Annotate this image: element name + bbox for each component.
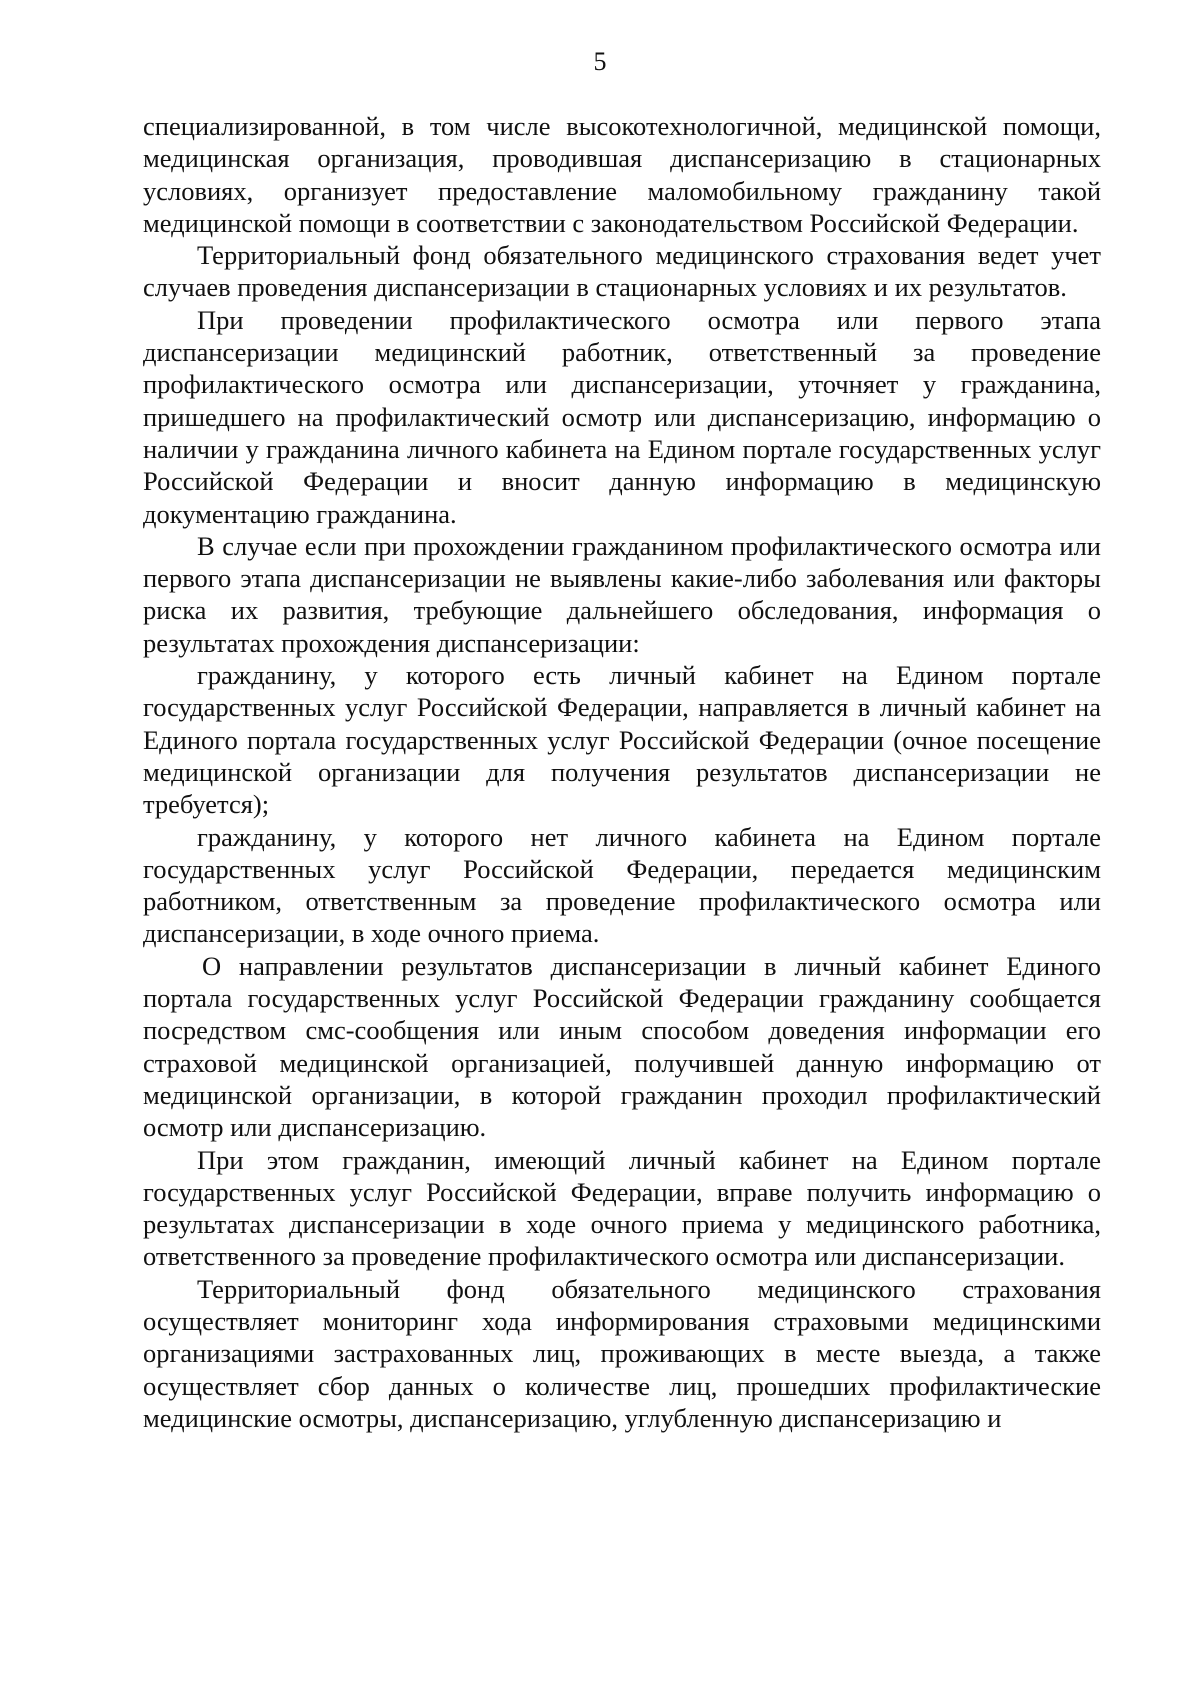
paragraph-fund-monitoring: Территориальный фонд обязательного медицинского страхования осуществляет мониторинг хода информирования страховыми медицинскими организациями застрахованных лиц, проживающих в месте выезда, а также осуществляет сбор данных о количестве лиц, прошедших профилактические медицинские осмотры, диспансеризацию, углубленную диспансеризацию и (143, 1273, 1101, 1433)
paragraph-continuation: специализированной, в том числе высокотехнологичной, медицинской помощи, медицинская организация, проводившая диспансеризацию в стационарных условиях, организует предоставление маломобильному гражданину такой медицинской помощи в соответствии с законодательством Российской Федерации. (143, 111, 1101, 238)
paragraph-no-diseases-case: В случае если при прохождении гражданином профилактического осмотра или первого этапа диспансеризации не выявлены какие-либо заболевания или факторы риска их развития, требующие дальнейшего обследования, информация о результатах прохождения диспансеризации: (143, 530, 1101, 658)
paragraph-sms-notification: О направлении результатов диспансеризации в личный кабинет Единого портала государственных услуг Российской Федерации гражданину сообщается посредством смс-сообщения или иным способом доведения информации его страховой медицинской организацией, получившей данную информацию от медицинской организации, в которой гражданин проходил профилактический осмотр или диспансеризацию. (143, 950, 1101, 1143)
page-number: 5 (593, 47, 607, 76)
paragraph-fund-accounting: Территориальный фонд обязательного медицинского страхования ведет учет случаев проведения диспансеризации в стационарных условиях и их результатов. (143, 240, 1101, 303)
paragraph-without-account: гражданину, у которого нет личного кабинета на Едином портале государственных услуг Российской Федерации, передается медицинским работником, ответственным за проведение профилактического осмотра или диспансеризации, в ходе очного приема. (143, 821, 1101, 949)
paragraph-in-person-option: При этом гражданин, имеющий личный кабинет на Едином портале государственных услуг Российской Федерации, вправе получить информацию о результатах диспансеризации в ходе очного приема у медицинского работника, ответственного за проведение профилактического осмотра или диспансеризации. (143, 1144, 1101, 1272)
paragraph-personal-account-check: При проведении профилактического осмотра или первого этапа диспансеризации медицинский работник, ответственный за проведение профилактического осмотра или диспансеризации, уточняет у гражданина, пришедшего на профилактический осмотр или диспансеризацию, информацию о наличии у гражданина личного кабинета на Едином портале государственных услуг Российской Федерации и вносит данную информацию в медицинскую документацию гражданина. (143, 304, 1101, 529)
paragraph-with-account: гражданину, у которого есть личный кабинет на Едином портале государственных услуг Российской Федерации, направляется в личный кабинет на Единого портала государственных услуг Российской Федерации (очное посещение медицинской организации для получения результатов диспансеризации не требуется); (143, 660, 1101, 820)
document-body (143, 110, 1101, 1434)
